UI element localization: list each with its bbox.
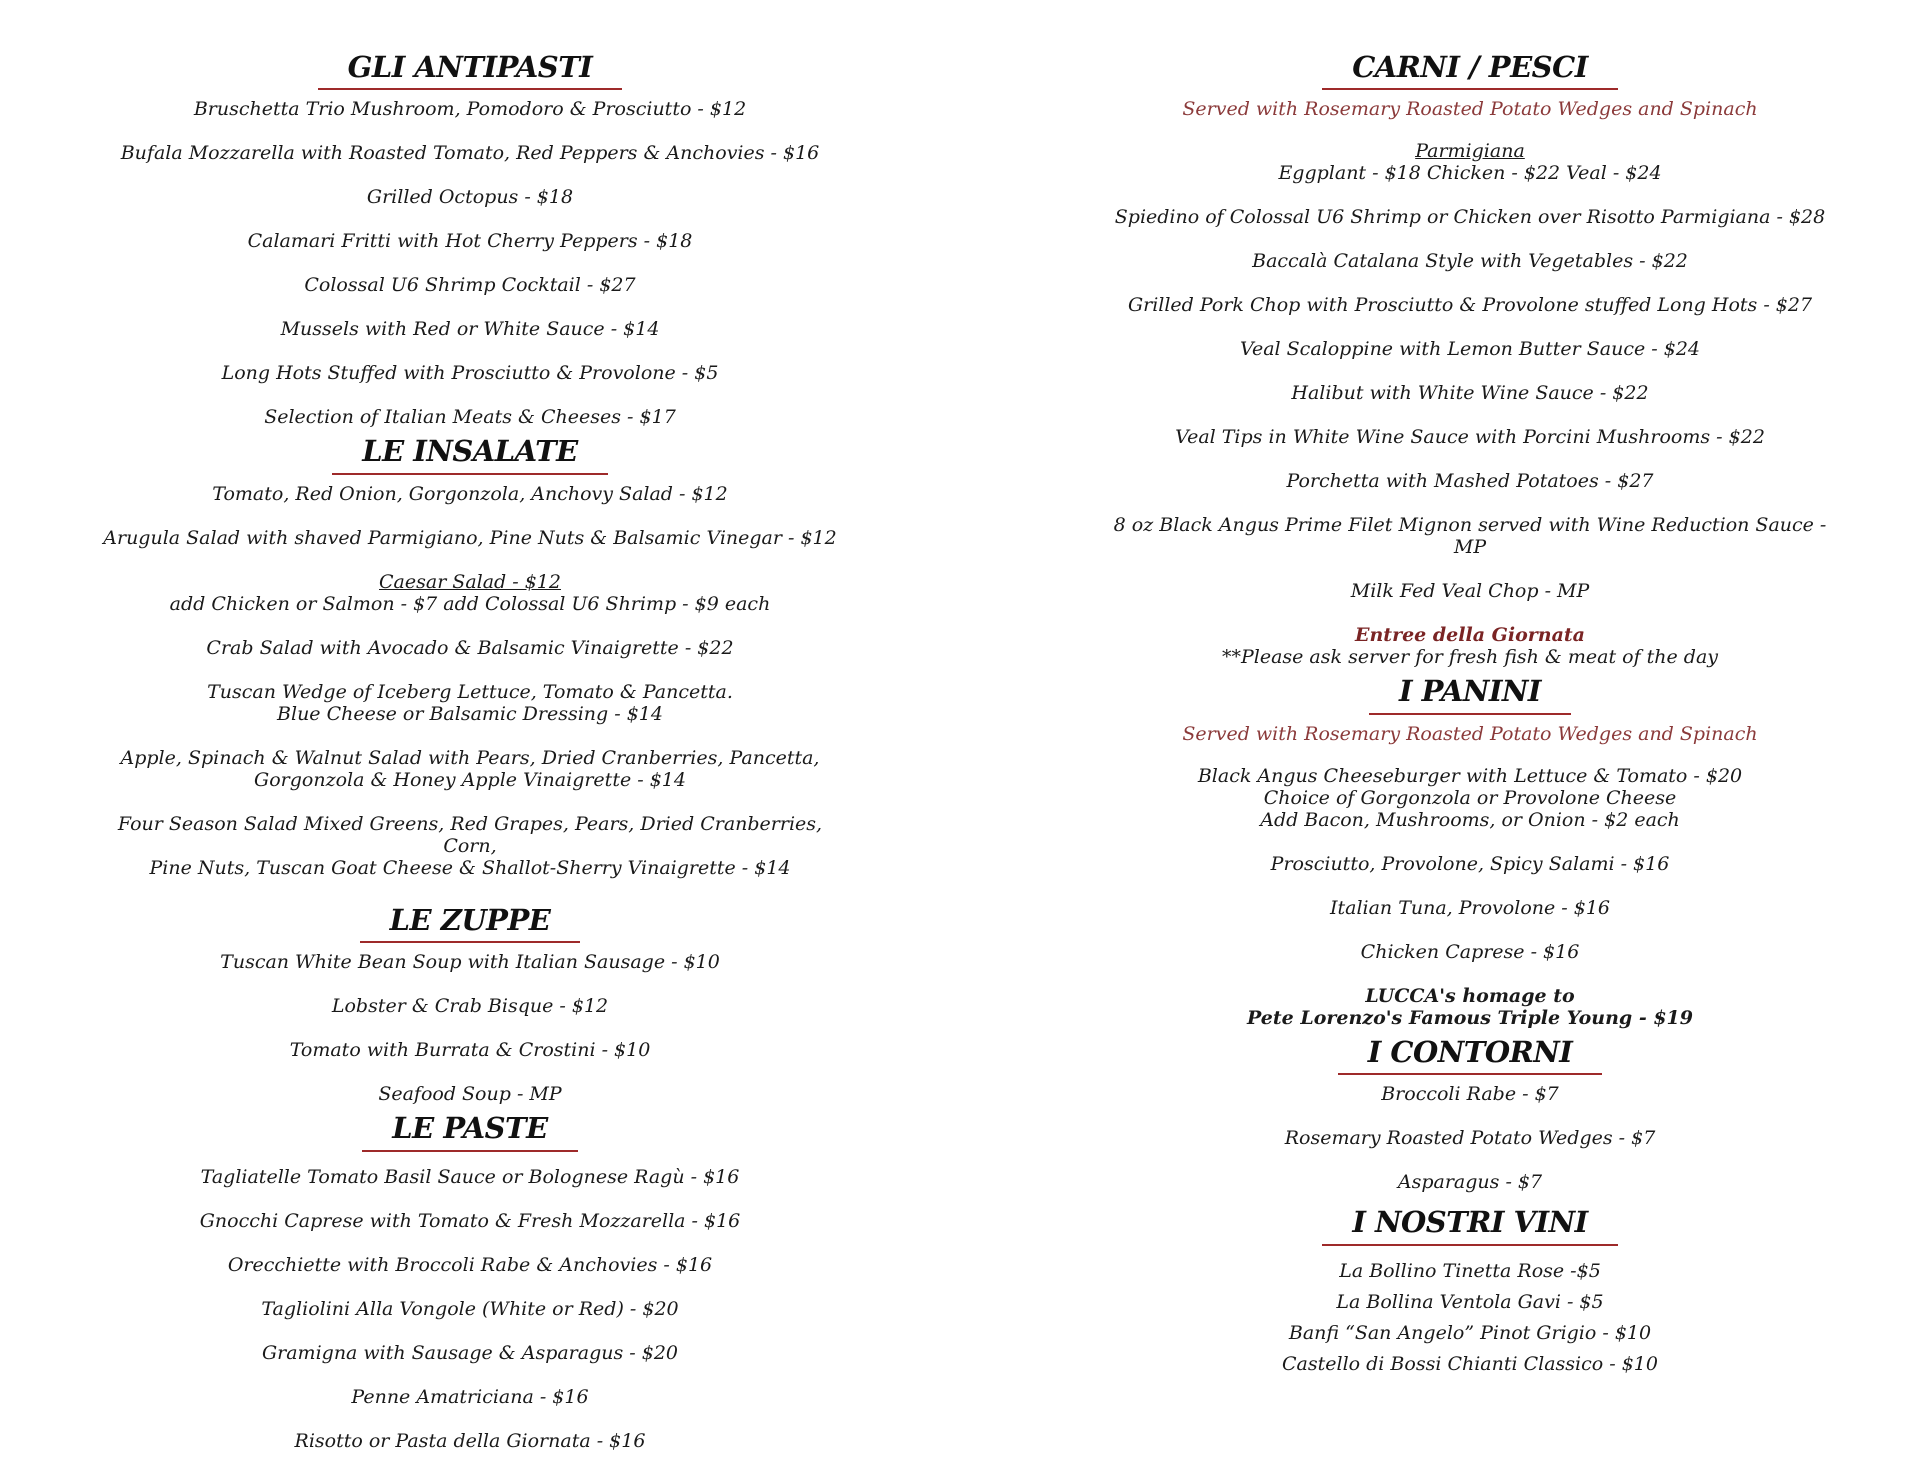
menu-item: Broccoli Rabe - $7 <box>1381 1083 1559 1106</box>
menu-item: Tuscan White Bean Soup with Italian Sausage - $10 <box>220 951 720 974</box>
item-line: Add Bacon, Mushrooms, or Onion - $2 each <box>1260 808 1680 831</box>
right-column <box>1110 52 1830 1384</box>
caesar-addons: add Chicken or Salmon - $7 add Colossal U6 Shrimp - $9 each <box>169 592 771 615</box>
menu-item: Milk Fed Veal Chop - MP <box>1350 580 1590 603</box>
section-title-contorni: I CONTORNI <box>1338 1037 1603 1075</box>
item-line: Pine Nuts, Tuscan Goat Cheese & Shallot-Sherry Vinaigrette - $14 <box>149 856 791 879</box>
parmigiana-prices: Eggplant - $18 Chicken - $22 Veal - $24 <box>1278 162 1662 185</box>
entree-della-giornata <box>1110 624 1830 668</box>
menu-item: Gramigna with Sausage & Asparagus - $20 <box>261 1341 679 1364</box>
section-paste <box>100 1113 840 1451</box>
menu-item: Crab Salad with Avocado & Balsamic Vinaigrette - $22 <box>206 636 734 659</box>
menu-item: Prosciutto, Provolone, Spicy Salami - $16 <box>1270 852 1670 875</box>
menu-item: Porchetta with Mashed Potatoes - $27 <box>1286 470 1654 493</box>
menu-item: Tomato with Burrata & Crostini - $10 <box>289 1039 651 1062</box>
menu-item: Grilled Pork Chop with Prosciutto & Provolone stuffed Long Hots - $27 <box>1127 294 1813 317</box>
item-line: Choice of Gorgonzola or Provolone Cheese <box>1263 786 1677 809</box>
menu-item: Baccalà Catalana Style with Vegetables - $22 <box>1252 250 1688 273</box>
wine-item: La Bollino Tinetta Rose -$5 <box>1339 1259 1601 1282</box>
menu-item-four-season <box>100 813 840 879</box>
menu-item-caesar <box>100 571 840 615</box>
menu-item: Arugula Salad with shaved Parmigiano, Pine Nuts & Balsamic Vinegar - $12 <box>103 526 837 549</box>
menu-item: Rosemary Roasted Potato Wedges - $7 <box>1284 1127 1656 1150</box>
caesar-title: Caesar Salad - $12 <box>379 570 561 593</box>
item-line: LUCCA's homage to <box>1365 984 1575 1007</box>
menu-item-homage <box>1110 985 1830 1029</box>
menu-item: Risotto or Pasta della Giornata - $16 <box>294 1429 646 1452</box>
menu-item: Tagliatelle Tomato Basil Sauce or Bolognese Ragù - $16 <box>200 1165 740 1188</box>
menu-item: Penne Amatriciana - $16 <box>351 1385 589 1408</box>
menu-item: Chicken Caprese - $16 <box>1360 940 1580 963</box>
section-title-carni-pesci: CARNI / PESCI <box>1322 52 1618 90</box>
special-title: Entree della Giornata <box>1355 624 1585 647</box>
menu-item: Veal Tips in White Wine Sauce with Porcini Mushrooms - $22 <box>1175 426 1765 449</box>
section-carni-pesci <box>1110 52 1830 668</box>
served-with-note: Served with Rosemary Roasted Potato Wedges and Spinach <box>1182 98 1758 121</box>
wine-item: Banfi “San Angelo” Pinot Grigio - $10 <box>1288 1321 1652 1344</box>
menu-item: Orecchiette with Broccoli Rabe & Anchovies - $16 <box>227 1253 713 1276</box>
antipasti-list <box>100 98 840 428</box>
menu-item: Halibut with White Wine Sauce - $22 <box>1291 382 1649 405</box>
menu-item: Colossal U6 Shrimp Cocktail - $27 <box>304 274 636 297</box>
menu-item: Veal Scaloppine with Lemon Butter Sauce - $24 <box>1240 338 1700 361</box>
section-title-paste: LE PASTE <box>362 1113 577 1151</box>
section-vini <box>1110 1207 1830 1374</box>
section-title-insalate: LE INSALATE <box>332 436 608 474</box>
section-title-zuppe: LE ZUPPE <box>360 905 581 943</box>
served-with-note: Served with Rosemary Roasted Potato Wedges and Spinach <box>1182 722 1758 745</box>
section-contorni <box>1110 1034 1830 1194</box>
menu-item: Lobster & Crab Bisque - $12 <box>331 995 609 1018</box>
item-line: Gorgonzola & Honey Apple Vinaigrette - $14 <box>254 768 686 791</box>
parmigiana-title: Parmigiana <box>1415 140 1525 163</box>
menu-item: Spiedino of Colossal U6 Shrimp or Chicken over Risotto Parmigiana - $28 <box>1114 206 1826 229</box>
section-title-panini: I PANINI <box>1369 676 1571 714</box>
menu-item: Calamari Fritti with Hot Cherry Peppers - $18 <box>247 230 693 253</box>
item-line: Tuscan Wedge of Iceberg Lettuce, Tomato & Pancetta. <box>207 680 733 703</box>
menu-item: Bufala Mozzarella with Roasted Tomato, Red Peppers & Anchovies - $16 <box>120 142 820 165</box>
item-line: Blue Cheese or Balsamic Dressing - $14 <box>277 702 663 725</box>
menu-item: Selection of Italian Meats & Cheeses - $17 <box>264 406 676 429</box>
wine-item: La Bollina Ventola Gavi - $5 <box>1336 1290 1604 1313</box>
menu-item: Gnocchi Caprese with Tomato & Fresh Mozzarella - $16 <box>199 1209 741 1232</box>
menu-item: 8 oz Black Angus Prime Filet Mignon served with Wine Reduction Sauce - MP <box>1113 514 1827 559</box>
item-line: Four Season Salad Mixed Greens, Red Grapes, Pears, Dried Cranberries, Corn, <box>117 812 823 857</box>
section-title-vini: I NOSTRI VINI <box>1322 1207 1617 1245</box>
menu-item: Asparagus - $7 <box>1397 1171 1543 1194</box>
menu-item-wedge <box>100 681 840 725</box>
section-title-antipasti: GLI ANTIPASTI <box>318 52 623 90</box>
menu-item: Seafood Soup - MP <box>378 1083 562 1106</box>
item-line: Pete Lorenzo's Famous Triple Young - $19 <box>1246 1006 1693 1029</box>
menu-item-apple <box>100 747 840 791</box>
left-column <box>100 52 840 1460</box>
menu-item: Long Hots Stuffed with Prosciutto & Provolone - $5 <box>221 362 719 385</box>
menu-item: Mussels with Red or White Sauce - $14 <box>280 318 660 341</box>
menu-item: Grilled Octopus - $18 <box>366 186 574 209</box>
menu-item: Bruschetta Trio Mushroom, Pomodoro & Prosciutto - $12 <box>193 98 747 121</box>
menu-item: Tagliolini Alla Vongole (White or Red) - $20 <box>261 1297 679 1320</box>
menu-item: Tomato, Red Onion, Gorgonzola, Anchovy Salad - $12 <box>212 482 728 505</box>
menu-item-parmigiana <box>1110 140 1830 184</box>
section-zuppe <box>100 902 840 1106</box>
section-panini <box>1110 676 1830 1028</box>
special-text: **Please ask server for fresh fish & meat of the day <box>1221 646 1719 669</box>
menu-item-cheeseburger <box>1110 765 1830 831</box>
section-antipasti <box>100 52 840 428</box>
menu-item: Italian Tuna, Provolone - $16 <box>1329 896 1611 919</box>
wine-item: Castello di Bossi Chianti Classico - $10 <box>1282 1352 1658 1375</box>
item-line: Apple, Spinach & Walnut Salad with Pears, Dried Cranberries, Pancetta, <box>120 746 820 769</box>
section-insalate <box>100 436 840 878</box>
item-line: Black Angus Cheeseburger with Lettuce & Tomato - $20 <box>1197 764 1743 787</box>
